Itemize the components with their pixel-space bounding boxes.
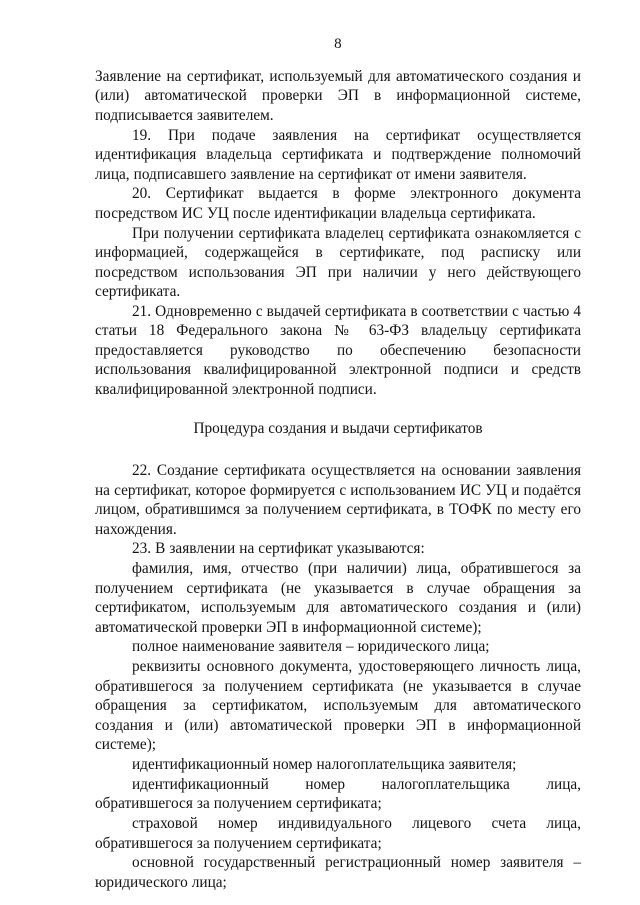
paragraph: 19. При подаче заявления на сертификат осуществляется идентификация владельца сертификата и подтверждение полномочий лица, подписавшего заявление на сертификат от имени заявителя. — [95, 126, 581, 183]
list-item: основной государственный регистрационный номер заявителя – юридического лица; — [95, 854, 581, 891]
list-item: идентификационный номер налогоплательщика заявителя; — [132, 755, 517, 773]
paragraph: При получении сертификата владелец сертификата ознакомляется с информацией, содержащейся в сертификате, под расписку или посредством использования ЭП при наличии у него действующего сертификата. — [95, 224, 581, 300]
paragraph: Заявление на сертификат, используемый для автоматического создания и (или) автоматической проверки ЭП в информационной системе, подписывается заявителем. — [95, 68, 581, 124]
paragraph: 20. Сертификат выдается в форме электронного документа посредством ИС УЦ после идентификации владельца сертификата. — [95, 185, 581, 222]
paragraph: 21. Одновременно с выдачей сертификата в соответствии с частью 4 статьи 18 Федерального закона № 63-ФЗ владельцу сертификата предоставляется руководство по обеспечению безопасности использования квалифицированной электронной подписи и средств квалифицированной электронной подписи. — [95, 302, 581, 398]
list-item: реквизиты основного документа, удостоверяющего личность лица, обратившегося за получением сертификата (не указывается в случае обращения за сертификатом, используемым для автоматического создания и (или) автоматической проверки ЭП в информационной системе); — [95, 658, 581, 753]
list-item: фамилия, имя, отчество (при наличии) лица, обратившегося за получением сертификата (не указывается в случае обращения за сертификатом, используемым для автоматического создания и (или) автоматической проверки ЭП в информационной системе); — [95, 560, 581, 636]
list-item: идентификационный номер налогоплательщика лица, обратившегося за получением сертификата; — [95, 775, 581, 813]
list-item: страховой номер индивидуального лицевого счета лица, обратившегося за получением сертификата; — [95, 815, 581, 852]
paragraphs-before-heading — [95, 67, 581, 399]
page-number: 8 — [334, 36, 342, 52]
list-item: полное наименование заявителя – юридического лица; — [132, 638, 490, 656]
paragraph: 23. В заявлении на сертификат указываются: — [132, 540, 425, 558]
section-heading: Процедура создания и выдачи сертификатов — [193, 419, 483, 437]
paragraph: 22. Создание сертификата осуществляется на основании заявления на сертификат, которое формируется с использованием ИС УЦ и подаётся лицом, обратившимся за получением сертификата, в ТОФК по месту его нахождения. — [95, 462, 581, 538]
paragraphs-after-heading — [95, 461, 581, 892]
document-page — [95, 34, 581, 892]
